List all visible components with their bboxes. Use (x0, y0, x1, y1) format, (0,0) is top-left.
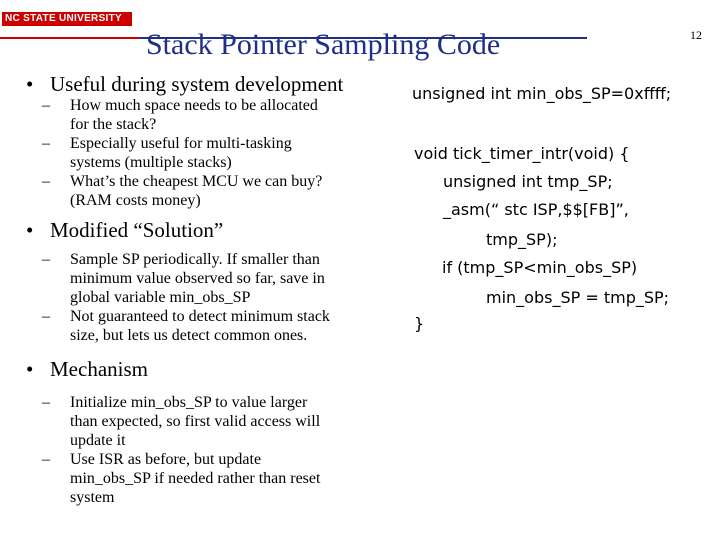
university-logo: NC STATE UNIVERSITY (2, 12, 132, 26)
code-line-asm: _asm(“ stc ISP,$$[FB]”, (443, 200, 629, 219)
slide-title: Stack Pointer Sampling Code (146, 28, 501, 61)
sub-bullet: – Use ISR as before, but update min_obs_SP if needed rather than reset system (42, 451, 321, 506)
bullet-3-subs (42, 393, 406, 507)
code-line-asm-arg: tmp_SP); (486, 230, 558, 249)
bullet-dot: • (26, 72, 34, 96)
sub-bullet-text: Use ISR as before, but update min_obs_SP if needed rather than reset system (70, 451, 321, 506)
code-line-assign: min_obs_SP = tmp_SP; (486, 288, 670, 307)
bullet-3 (26, 357, 406, 381)
sub-bullet-text: Not guaranteed to detect minimum stack size, but lets us detect common ones. (70, 308, 330, 344)
bullet-dot: • (26, 357, 34, 381)
code-line-declaration: unsigned int min_obs_SP=0xffff; (412, 84, 672, 103)
sub-bullet: – Initialize min_obs_SP to value larger than expected, so first valid access will update it (42, 394, 321, 449)
sub-bullet: – How much space needs to be allocated for the stack? (42, 97, 318, 133)
sub-bullet-text: What’s the cheapest MCU we can buy? (RAM costs money) (70, 173, 323, 209)
sub-bullet-text: Initialize min_obs_SP to value larger than expected, so first valid access will update it (70, 394, 321, 449)
page-number: 12 (690, 28, 702, 42)
sub-bullet: – Sample SP periodically. If smaller than minimum value observed so far, save in global variable min_obs_SP (42, 251, 325, 306)
sub-bullet-text: Especially useful for multi-tasking systems (multiple stacks) (70, 135, 292, 171)
header-rule-red (0, 37, 140, 39)
sub-bullet: – Not guaranteed to detect minimum stack size, but lets us detect common ones. (42, 308, 330, 344)
bullet-list (26, 72, 406, 507)
code-line-close-brace: } (414, 314, 425, 333)
bullet-dot: • (26, 218, 34, 242)
bullet-1-subs (42, 96, 406, 210)
sub-bullet: – What’s the cheapest MCU we can buy? (RAM costs money) (42, 173, 323, 209)
bullet-2 (26, 218, 406, 242)
code-line-if: if (tmp_SP<min_obs_SP) (442, 258, 638, 277)
bullet-2-subs (42, 250, 406, 345)
bullet-3-text: Mechanism (50, 357, 148, 381)
bullet-2-text: Modified “Solution” (50, 218, 224, 242)
sub-bullet: – Especially useful for multi-tasking systems (multiple stacks) (42, 135, 292, 171)
bullet-1-text: Useful during system development (50, 72, 344, 96)
code-line-local-var: unsigned int tmp_SP; (443, 172, 613, 191)
sub-bullet-text: Sample SP periodically. If smaller than minimum value observed so far, save in global variable min_obs_SP (70, 251, 325, 306)
sub-bullet-text: How much space needs to be allocated for the stack? (70, 97, 318, 133)
bullet-1 (26, 72, 406, 96)
code-line-function-signature: void tick_timer_intr(void) { (414, 144, 630, 163)
